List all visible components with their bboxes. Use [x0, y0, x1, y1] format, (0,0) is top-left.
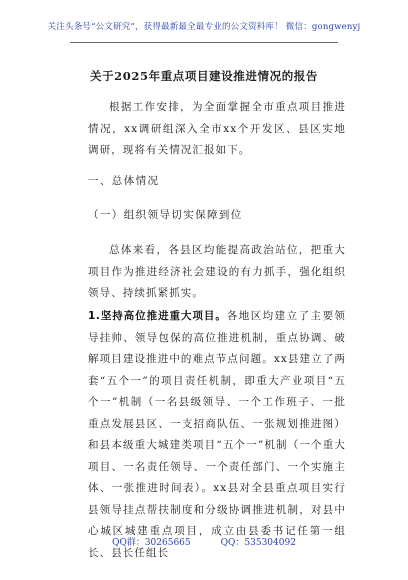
- point-body: 各地区均建立了主要领导挂帅、领导包保的高位推进机制，重点协调、破解项目建设推进中的难点节点问题。xx县建立了两套“五个一”的项目责任机制，即重大产业项目“五个一”机制（一名县级领导、一个工作班子、一批重点发展县区、一支招商队伍、一张规划推进图）和县本级重大城建类项目“五个一”机制（一个重大项目、一名责任领导、一个责任部门、一个实施主体、一张推进时间表）。xx县对全县重点项目实行县领导挂点帮扶制度和分级协调推进机制，对县中心城区城建重点项目，成立由县委书记任第一组长、县长任组长: [88, 310, 346, 559]
- point-lead: 1.坚持高位推进重大项目。: [88, 310, 227, 322]
- subsection-heading: （一）组织领导切实保障到位: [88, 209, 243, 221]
- footer-qq-group: QQ群：30265665: [112, 538, 191, 548]
- intro-paragraph: 根据工作安排，为全面掌握全市重点项目推进情况，xx调研组深入全市xx个开发区、县区实地调研，现将有关情况汇报如下。: [88, 101, 346, 156]
- overview-paragraph: 总体来看，各县区均能提高政治站位，把重大项目作为推进经济社会建设的有力抓手，强化组织领导、持续抓紧抓实。: [88, 244, 346, 299]
- header-promo-text: 关注头条号“公文研究”，获得最新最全最专业的公文资料库！ 微信：gongwenyj: [47, 22, 361, 32]
- footer-qq-number: QQ：535304092: [220, 538, 296, 548]
- header-divider: [70, 42, 338, 43]
- section-heading: 一、总体情况: [88, 175, 160, 187]
- footer-contact: [0, 535, 408, 548]
- document-title: 关于2025年重点项目建设推进情况的报告: [89, 69, 318, 83]
